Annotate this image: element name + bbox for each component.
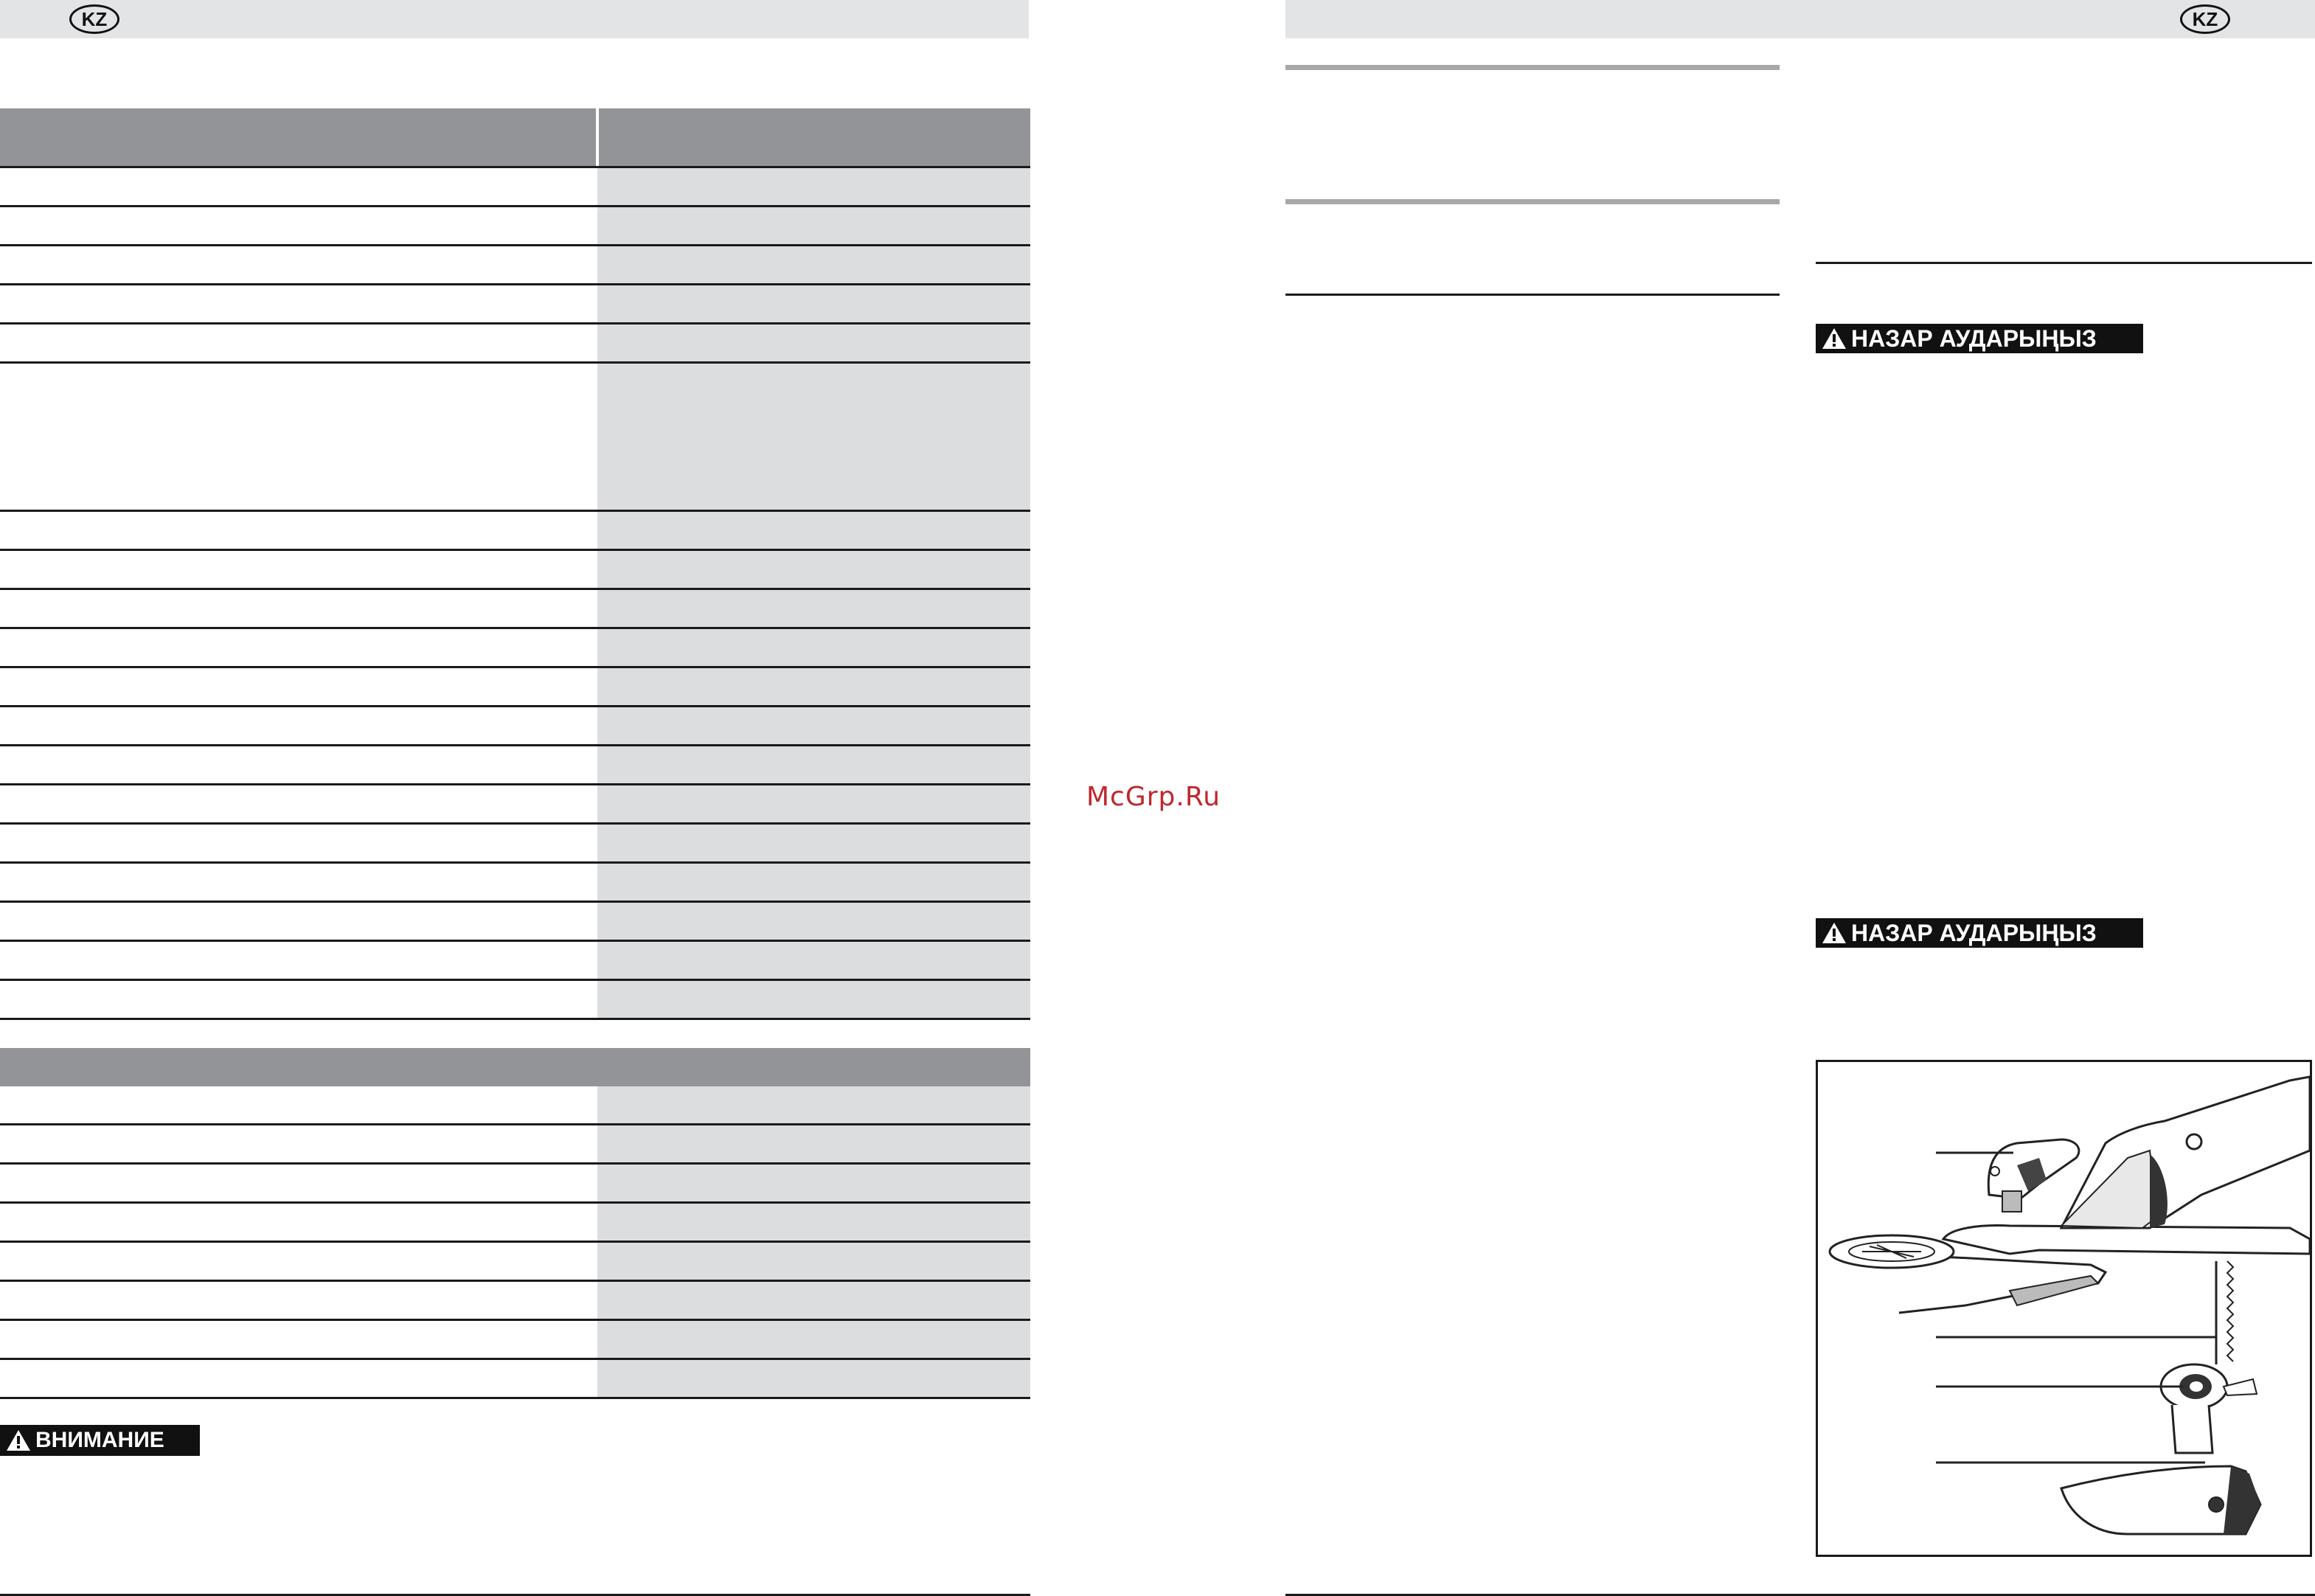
table-row <box>0 746 1030 785</box>
table-row-value-cell <box>597 1321 1030 1358</box>
right-column-rule <box>1816 262 2312 264</box>
warning-label-right-top <box>1816 324 2143 353</box>
right-page-section-rule-3 <box>1285 294 1780 296</box>
table-row-value-cell <box>597 629 1030 666</box>
table-row-value-cell <box>597 246 1030 283</box>
table-row-value-cell <box>597 168 1030 205</box>
table-row <box>0 590 1030 629</box>
tool-illustration-figure <box>1816 1060 2312 1557</box>
table-row <box>0 1204 1030 1243</box>
table-row <box>0 1360 1030 1399</box>
tool-illustration <box>1818 1062 2310 1555</box>
table-row-value-cell <box>597 1243 1030 1280</box>
table-row <box>0 668 1030 707</box>
table-row <box>0 325 1030 364</box>
warning-label-left-text: ВНИМАНИЕ <box>35 1428 164 1452</box>
table-row <box>0 864 1030 903</box>
table-row-value-cell <box>597 1204 1030 1241</box>
table-row-value-cell <box>597 1125 1030 1162</box>
warning-label-right-middle <box>1816 918 2143 948</box>
kz-language-badge-right: KZ <box>2180 4 2230 34</box>
table-row <box>0 942 1030 981</box>
warning-triangle-icon <box>6 1429 31 1451</box>
right-page-section-rule-2 <box>1285 199 1780 204</box>
table-row <box>0 207 1030 246</box>
warning-triangle-icon <box>1822 922 1847 944</box>
table-row <box>0 1243 1030 1282</box>
warning-label-right-top-text: НАЗАР АУДАРЫҢЫЗ <box>1851 325 2097 352</box>
table-row-value-cell <box>597 785 1030 822</box>
table-row <box>0 785 1030 825</box>
table-row-value-cell <box>597 590 1030 627</box>
table-row <box>0 981 1030 1020</box>
table-row-value-cell <box>597 825 1030 861</box>
table-row <box>0 1125 1030 1165</box>
table-row-value-cell <box>597 864 1030 901</box>
kz-language-badge-left: KZ <box>69 4 119 34</box>
table-row <box>0 707 1030 746</box>
table-row-value-cell <box>597 551 1030 588</box>
table-row-value-cell <box>597 512 1030 549</box>
warning-label-right-middle-text: НАЗАР АУДАРЫҢЫЗ <box>1851 919 2097 946</box>
table-row-value-cell <box>597 1360 1030 1397</box>
table-row-value-cell <box>597 325 1030 361</box>
spec-table-header <box>0 108 1030 167</box>
table-row <box>0 903 1030 942</box>
table-row-value-cell <box>597 903 1030 940</box>
spec-table-section-header <box>0 1048 1030 1086</box>
table-row <box>0 629 1030 668</box>
warning-label-left <box>0 1425 200 1456</box>
table-row-value-cell <box>597 1282 1030 1319</box>
table-row-value-cell <box>597 364 1030 510</box>
table-row <box>0 168 1030 207</box>
table-row-value-cell <box>597 285 1030 322</box>
table-row <box>0 246 1030 285</box>
left-page-header-bar <box>0 0 1029 38</box>
table-row <box>0 1165 1030 1204</box>
right-page-header-bar <box>1285 0 2315 38</box>
table-row-value-cell <box>597 1086 1030 1123</box>
table-row-value-cell <box>597 746 1030 783</box>
table-row-value-cell <box>597 668 1030 705</box>
spec-table-header-divider <box>596 108 599 167</box>
table-row <box>0 1282 1030 1321</box>
table-row <box>0 1086 1030 1125</box>
watermark-text: McGrp.Ru <box>1086 782 1221 812</box>
table-row-value-cell <box>597 981 1030 1018</box>
table-row-value-cell <box>597 707 1030 744</box>
table-row <box>0 285 1030 325</box>
table-row-value-cell <box>597 942 1030 979</box>
warning-triangle-icon <box>1822 327 1847 350</box>
table-row <box>0 364 1030 512</box>
table-row <box>0 825 1030 864</box>
table-row <box>0 512 1030 551</box>
right-page-section-rule-1 <box>1285 65 1780 70</box>
table-row <box>0 551 1030 590</box>
table-row-value-cell <box>597 207 1030 244</box>
table-row-value-cell <box>597 1165 1030 1201</box>
table-row <box>0 1321 1030 1360</box>
